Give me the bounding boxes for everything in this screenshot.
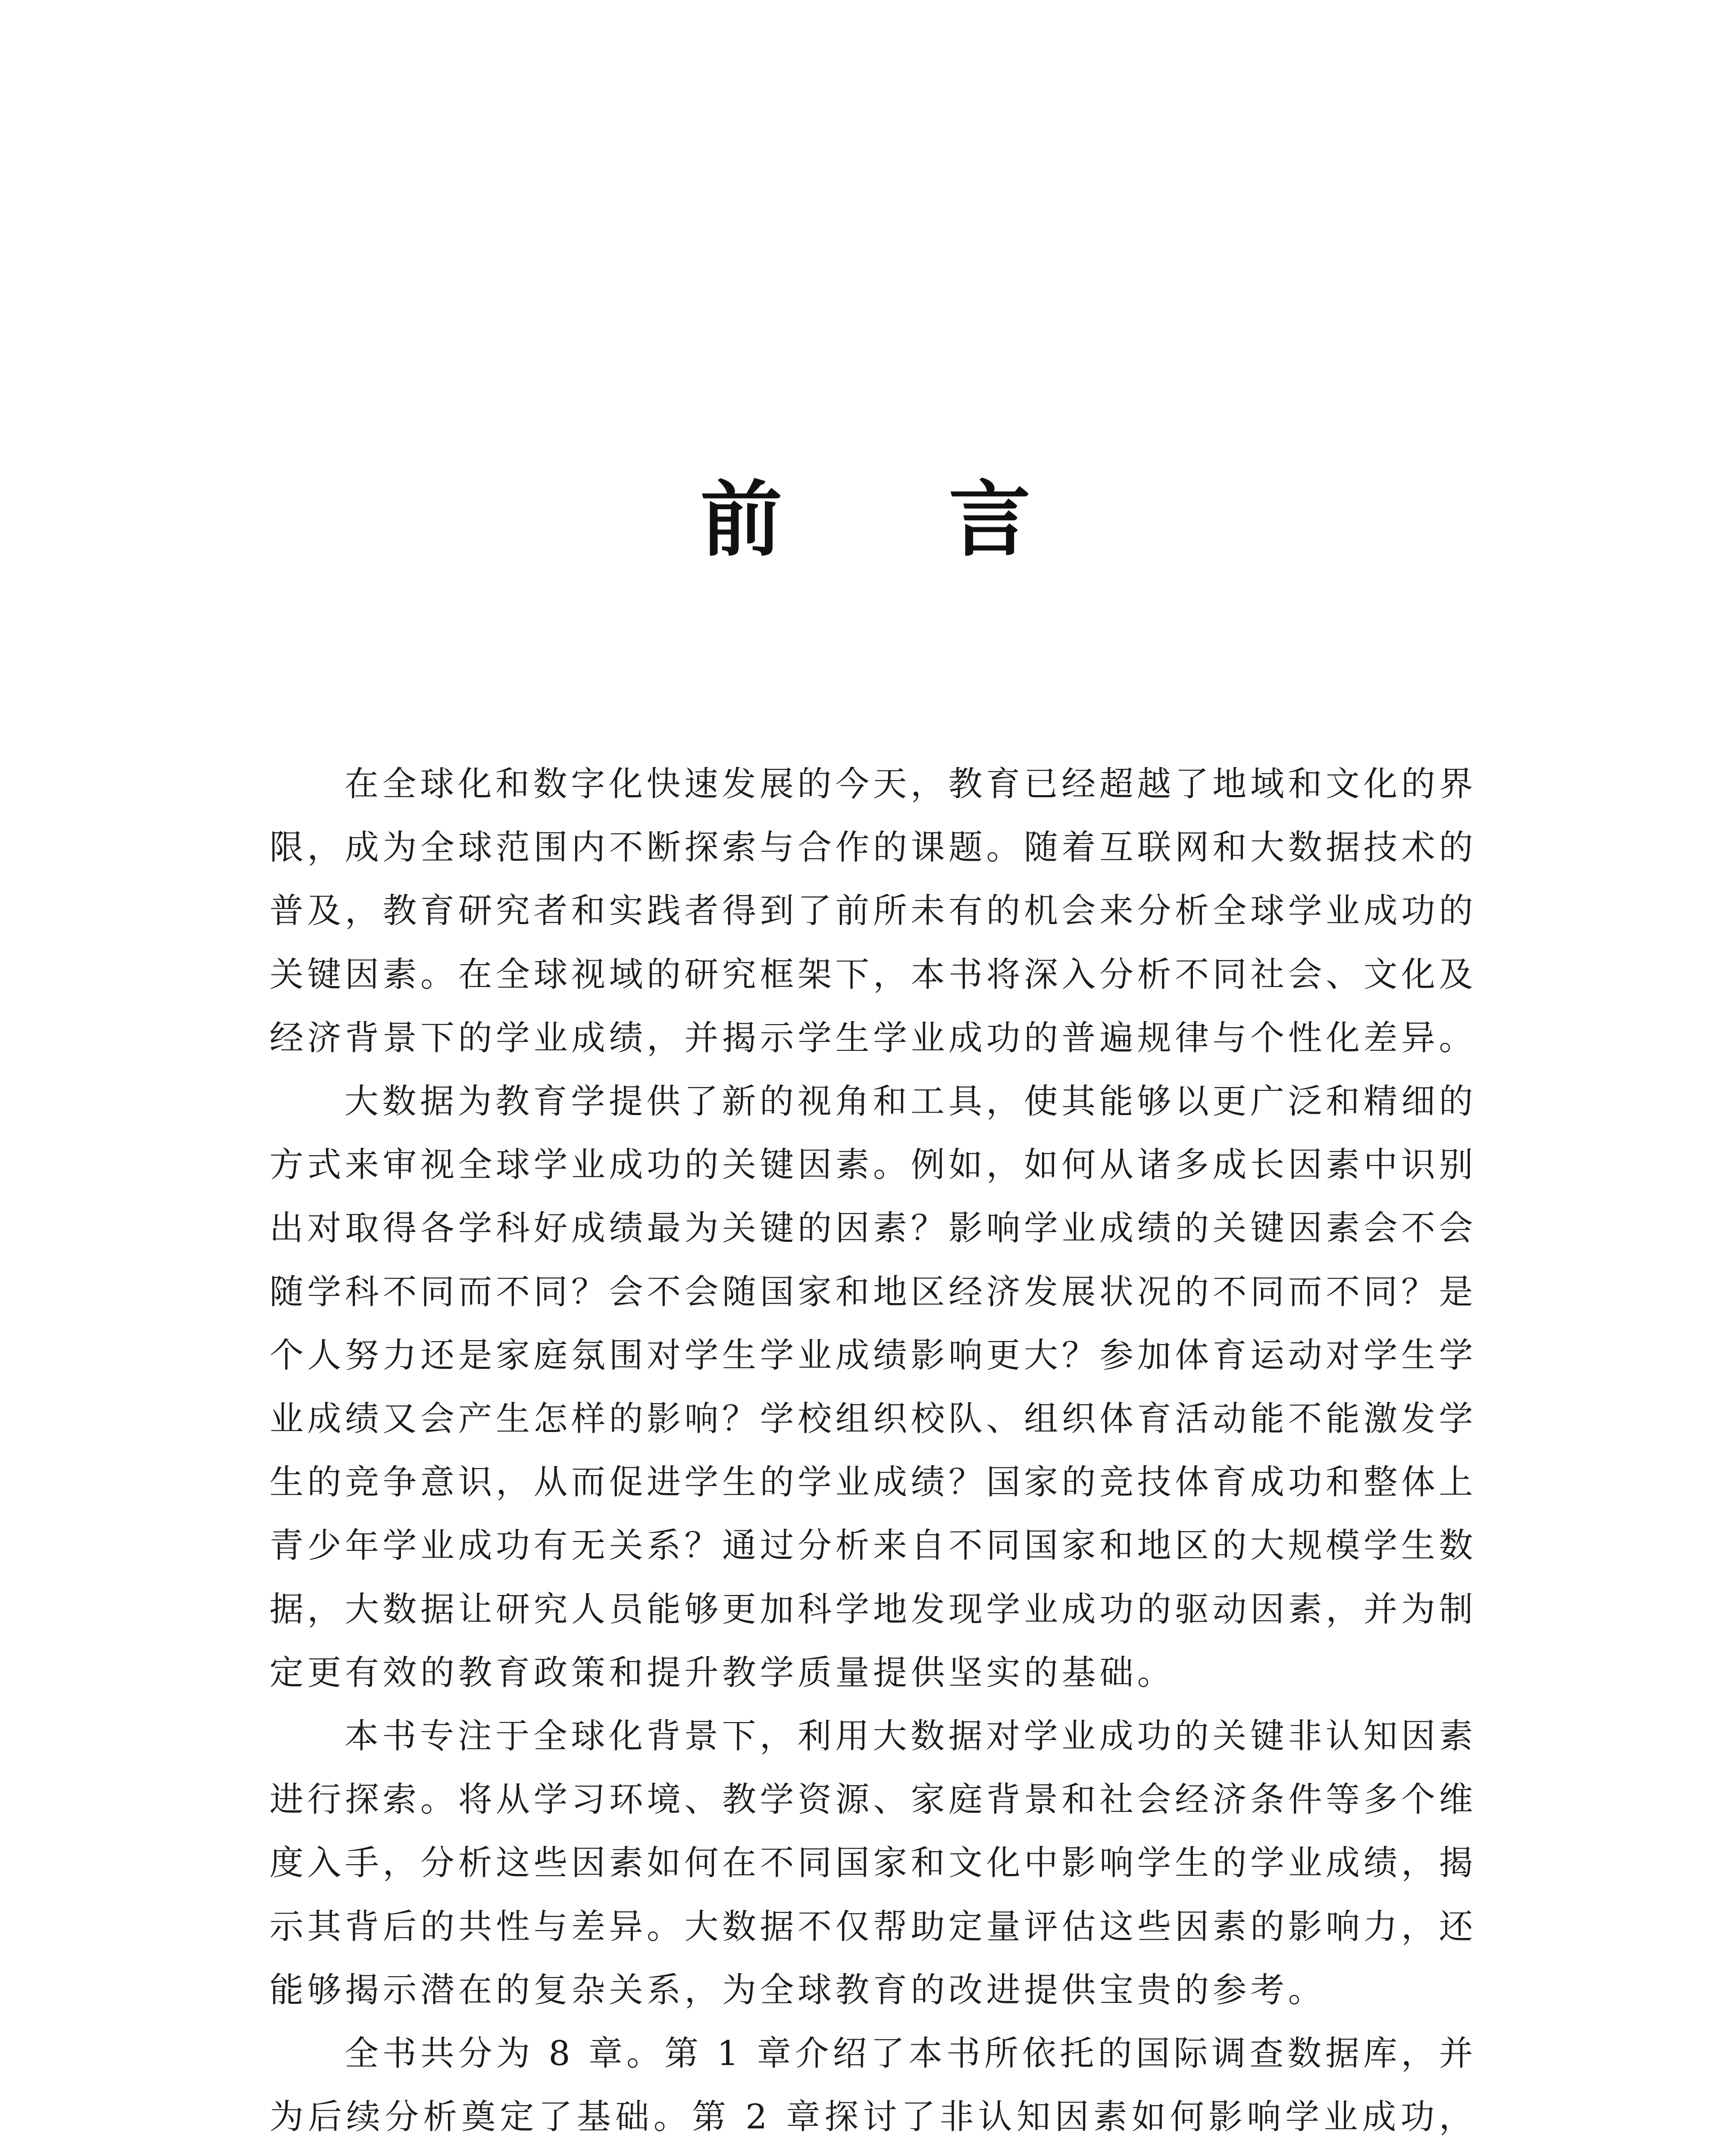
paragraph-3: 本书专注于全球化背景下，利用大数据对学业成功的关键非认知因素进行探索。将从学习环境、教学资源、家庭背景和社会经济条件等多个维度入手，分析这些因素如何在不同国家和文化中影响学生的学业成绩，揭示其背后的共性与差异。大数据不仅帮助定量评估这些因素的影响力，还能够揭示潜在的复杂关系，为全球教育的改进提供宝贵的参考。 xyxy=(269,1716,1477,2010)
paragraph-4: 全书共分为 8 章。第 1 章介绍了本书所依托的国际调查数据库，并为后续分析奠定了基础。第 2 章探讨了非认知因素如何影响学业成功， xyxy=(269,2034,1477,2137)
body-text xyxy=(269,752,1477,2156)
paragraph-1: 在全球化和数字化快速发展的今天，教育已经超越了地域和文化的界限，成为全球范围内不断探索与合作的课题。随着互联网和大数据技术的普及，教育研究者和实践者得到了前所未有的机会来分析全球学业成功的关键因素。在全球视域的研究框架下，本书将深入分析不同社会、文化及经济背景下的学业成绩，并揭示学生学业成功的普遍规律与个性化差异。 xyxy=(269,764,1477,1058)
paragraph-2: 大数据为教育学提供了新的视角和工具，使其能够以更广泛和精细的方式来审视全球学业成功的关键因素。例如，如何从诸多成长因素中识别出对取得各学科好成绩最为关键的因素？影响学业成绩的关键因素会不会随学科不同而不同？会不会随国家和地区经济发展状况的不同而不同？是个人努力还是家庭氛围对学生学业成绩影响更大？参加体育运动对学生学业成绩又会产生怎样的影响？学校组织校队、组织体育活动能不能激发学生的竞争意识，从而促进学生的学业成绩？国家的竞技体育成功和整体上青少年学业成功有无关系？通过分析来自不同国家和地区的大规模学生数据，大数据让研究人员能够更加科学地发现学业成功的驱动因素，并为制定更有效的教育政策和提升教学质量提供坚实的基础。 xyxy=(269,1081,1477,1692)
page-title: 前 言 xyxy=(700,471,1100,567)
